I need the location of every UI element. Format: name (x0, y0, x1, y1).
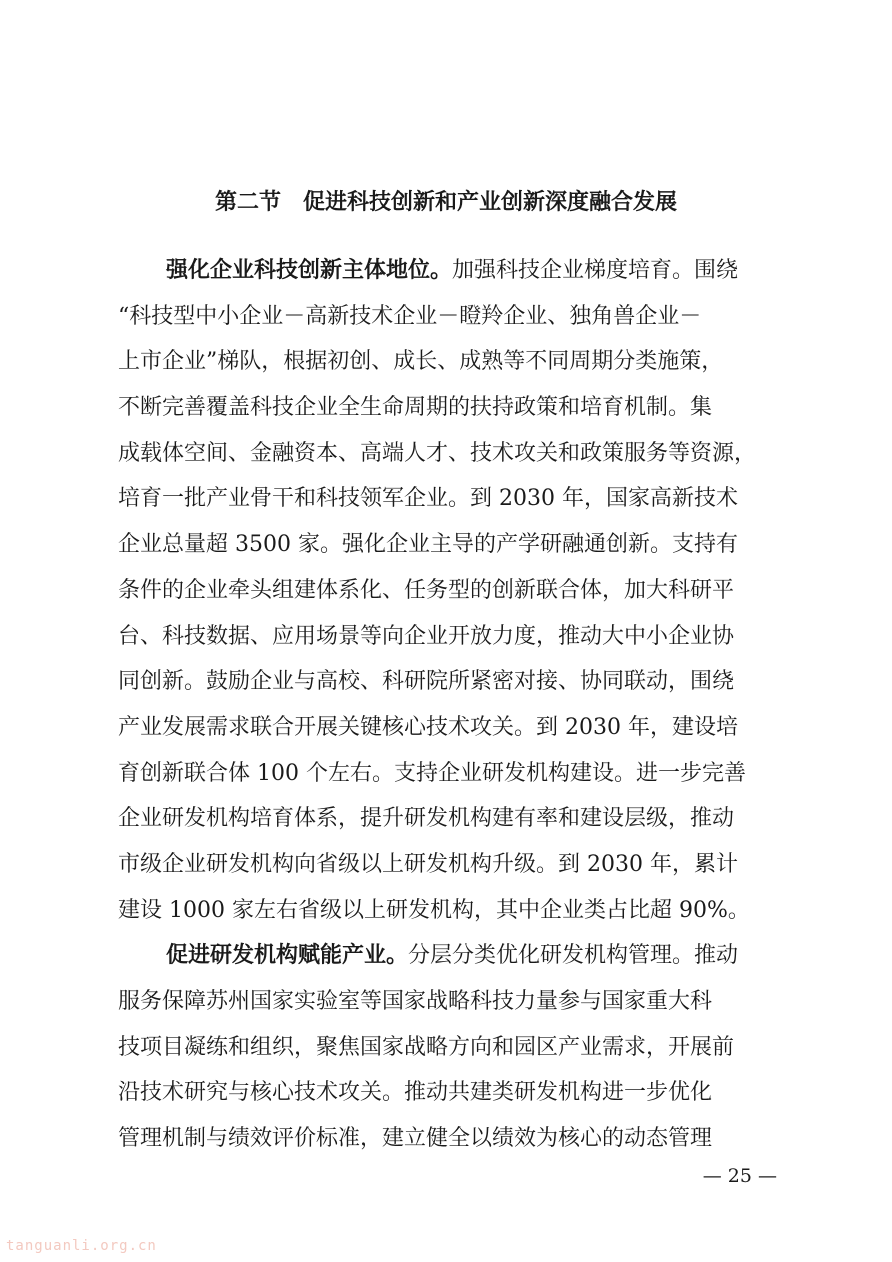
paragraph-line: 不断完善覆盖科技企业全生命周期的扶持政策和培育机制。集 (118, 395, 713, 421)
paragraph-line: 沿技术研究与核心技术攻关。推动共建类研发机构进一步优化 (118, 1080, 713, 1106)
paragraph-line: 台、科技数据、应用场景等向企业开放力度，推动大中小企业协 (118, 623, 735, 649)
paragraph-line: 上市企业”梯队，根据初创、成长、成熟等不同周期分类施策， (118, 349, 724, 375)
paragraph-lead: 促进研发机构赋能产业。 (166, 943, 409, 969)
paragraph-line: 管理机制与绩效评价标准，建立健全以绩效为核心的动态管理 (118, 1126, 713, 1152)
paragraph-line: 条件的企业牵头组建体系化、任务型的创新联合体，加大科研平 (118, 577, 735, 603)
section-title: 第二节 促进科技创新和产业创新深度融合发展 (214, 190, 677, 215)
paragraph-line: 育创新联合体 100 个左右。支持企业研发机构建设。进一步完善 (118, 760, 746, 786)
paragraph-line: 技项目凝练和组织，聚焦国家战略方向和园区产业需求，开展前 (118, 1034, 735, 1060)
paragraph-line: 产业发展需求联合开展关键核心技术攻关。到 2030 年，建设培 (118, 714, 738, 740)
page-number: — 25 — (702, 1165, 777, 1187)
paragraph-line (118, 933, 780, 979)
paragraph-line: 服务保障苏州国家实验室等国家战略科技力量参与国家重大科 (118, 989, 713, 1014)
paragraph-line: 企业研发机构培育体系，提升研发机构建有率和建设层级，推动 (118, 806, 735, 832)
paragraph-line: 市级企业研发机构向省级以上研发机构升级。到 2030 年，累计 (118, 851, 738, 877)
paragraph-line (118, 248, 780, 294)
paragraph-line: 同创新。鼓励企业与高校、科研院所紧密对接、协同联动，围绕 (118, 669, 735, 695)
paragraph-text: 加强科技企业梯度培育。围绕 (452, 258, 739, 283)
paragraph-line: 培育一批产业骨干和科技领军企业。到 2030 年，国家高新技术 (118, 486, 738, 512)
paragraph-line: 建设 1000 家左右省级以上研发机构，其中企业类占比超 90%。 (118, 897, 750, 923)
paragraph-text: 分层分类优化研发机构管理。推动 (408, 943, 739, 969)
paragraph-line: “科技型中小企业－高新技术企业－瞪羚企业、独角兽企业－ (118, 303, 702, 329)
paragraph-lead: 强化企业科技创新主体地位。 (166, 258, 453, 283)
watermark: tanguanli.org.cn (6, 1238, 157, 1254)
paragraph-line: 企业总量超 3500 家。强化企业主导的产学研融通创新。支持有 (118, 532, 738, 558)
body-text (118, 248, 780, 1162)
paragraph-line: 成载体空间、金融资本、高端人才、技术攻关和政策服务等资源， (118, 440, 757, 466)
